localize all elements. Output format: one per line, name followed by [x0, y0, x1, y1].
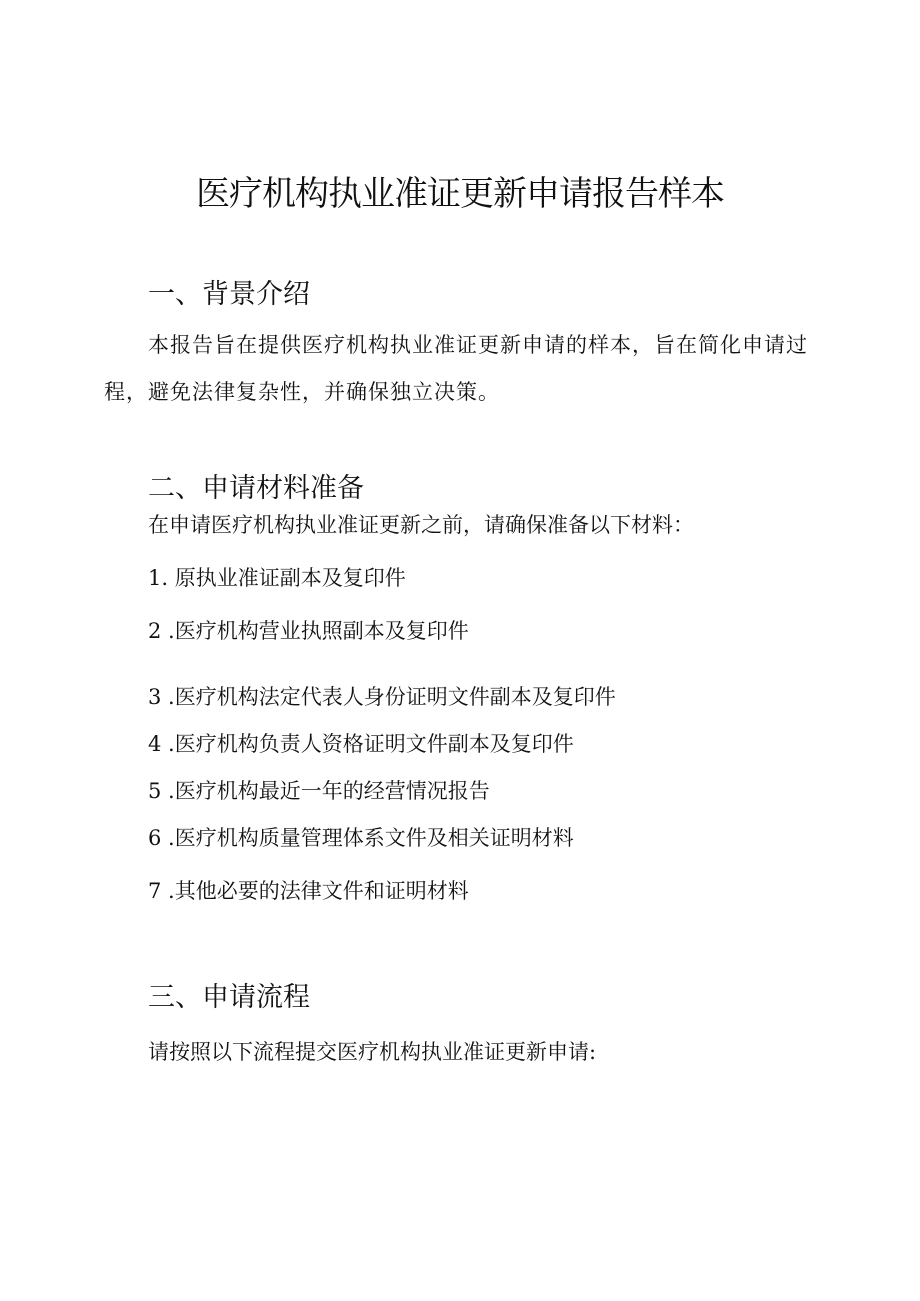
list-item: 7 .其他必要的法律文件和证明材料 — [148, 879, 469, 903]
section-heading-background: 一、背景介绍 — [148, 279, 310, 310]
document-title: 医疗机构执业准证更新申请报告样本 — [196, 174, 724, 214]
process-intro: 请按照以下流程提交医疗机构执业准证更新申请: — [148, 1040, 597, 1064]
list-item: 4 .医疗机构负责人资格证明文件副本及复印件 — [148, 732, 574, 756]
list-item: 2 .医疗机构营业执照副本及复印件 — [148, 619, 469, 643]
section-heading-process: 三、申请流程 — [148, 982, 310, 1013]
background-paragraph: 本报告旨在提供医疗机构执业准证更新申请的样本，旨在简化申请过程，避免法律复杂性，并确保独立决策。 — [104, 333, 808, 404]
list-item: 1. 原执业准证副本及复印件 — [148, 566, 406, 590]
list-item: 5 .医疗机构最近一年的经营情况报告 — [148, 779, 490, 803]
list-item: 6 .医疗机构质量管理体系文件及相关证明材料 — [148, 826, 574, 850]
list-item: 3 .医疗机构法定代表人身份证明文件副本及复印件 — [148, 685, 616, 709]
materials-intro: 在申请医疗机构执业准证更新之前，请确保准备以下材料： — [148, 513, 694, 537]
section-heading-materials: 二、申请材料准备 — [148, 473, 364, 504]
